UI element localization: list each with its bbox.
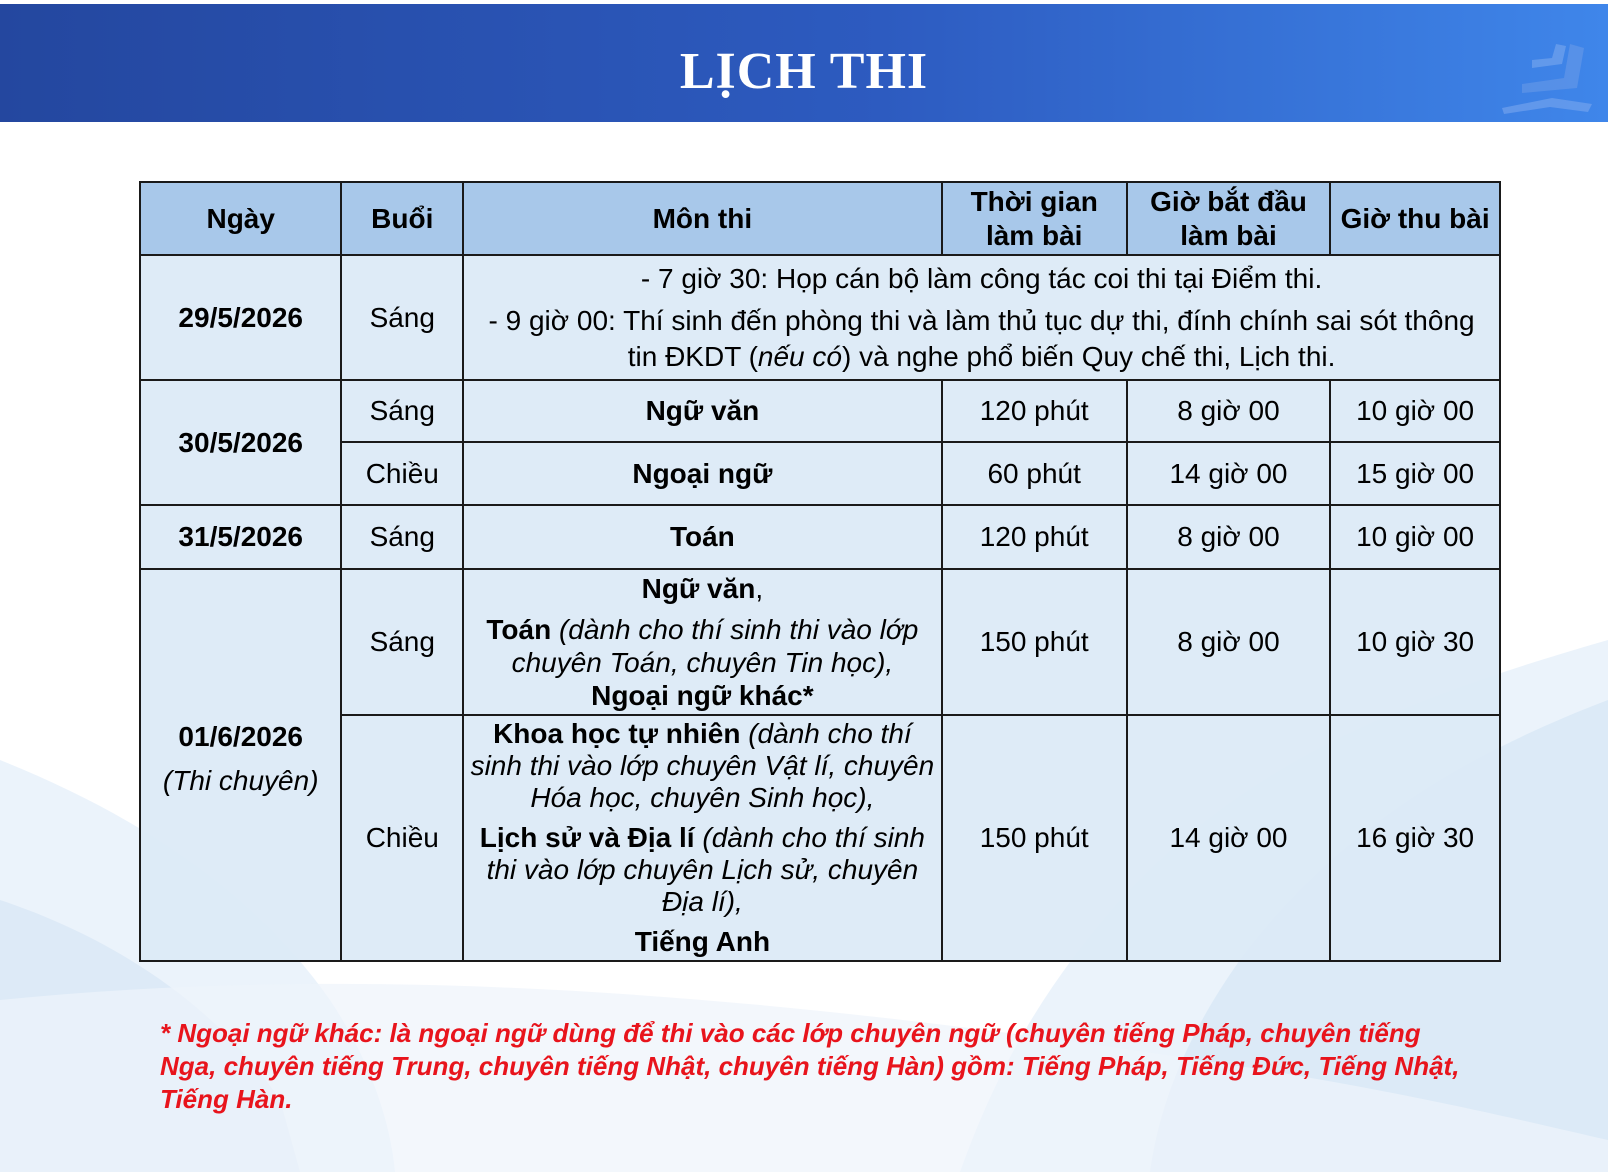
date-cell: 30/5/2026 bbox=[140, 380, 341, 505]
preparation-note-2-text: - 9 giờ 00: Thí sinh đến phòng thi và làm thủ tục dự thi, đính chính sai sót thông tin ĐKDT ( bbox=[488, 304, 1475, 372]
table-header-row bbox=[140, 182, 1500, 255]
date-note: (Thi chuyên) bbox=[162, 765, 319, 796]
column-header-session: Buổi bbox=[341, 182, 463, 255]
table-row bbox=[140, 442, 1500, 505]
session-cell: Sáng bbox=[341, 380, 463, 442]
subject-math: Toán bbox=[486, 614, 552, 645]
end-time-cell: 10 giờ 30 bbox=[1330, 569, 1500, 715]
date-cell: 29/5/2026 bbox=[140, 255, 341, 380]
start-time-cell: 14 giờ 00 bbox=[1127, 715, 1330, 961]
column-header-date: Ngày bbox=[140, 182, 341, 255]
subject-cell bbox=[463, 569, 942, 715]
end-time-cell: 15 giờ 00 bbox=[1330, 442, 1500, 505]
subject-natural-science-note-line1: (dành cho thí bbox=[740, 718, 912, 749]
subject-history-geography-note-line1: (dành cho thí sinh bbox=[694, 822, 925, 853]
session-cell: Sáng bbox=[341, 255, 463, 380]
table-row bbox=[140, 569, 1500, 715]
start-time-cell: 8 giờ 00 bbox=[1127, 569, 1330, 715]
subject-natural-science-note-line3: Hóa học, chuyên Sinh học), bbox=[530, 782, 875, 813]
subject-separator: , bbox=[755, 573, 764, 604]
subject-other-language: Ngoại ngữ khác* bbox=[591, 680, 814, 711]
end-time-cell: 10 giờ 00 bbox=[1330, 505, 1500, 569]
preparation-notes-cell bbox=[463, 255, 1500, 380]
session-cell: Chiều bbox=[341, 442, 463, 505]
page-title: LỊCH THI bbox=[679, 43, 929, 100]
end-time-cell: 10 giờ 00 bbox=[1330, 380, 1500, 442]
duration-cell: 120 phút bbox=[942, 505, 1127, 569]
title-banner bbox=[0, 4, 1608, 122]
subject-literature: Ngữ văn bbox=[641, 573, 756, 604]
subject-cell bbox=[463, 715, 942, 961]
table-row bbox=[140, 505, 1500, 569]
subject-cell: Ngữ văn bbox=[463, 380, 942, 442]
table-row bbox=[140, 380, 1500, 442]
subject-math-note: (dành cho thí sinh thi vào lớp chuyên Toán, chuyên Tin học), bbox=[511, 614, 919, 678]
date-cell: 31/5/2026 bbox=[140, 505, 341, 569]
footnote: * Ngoại ngữ khác: là ngoại ngữ dùng để thi vào các lớp chuyên ngữ (chuyên tiếng Pháp, chuyên tiếng Nga, chuyên tiếng Trung, chuyên tiếng Nhật, chuyên tiếng Hàn) gồm: Tiếng Pháp, Tiếng Đức, Tiếng Nhật, Tiếng Hàn. bbox=[160, 1018, 1460, 1114]
start-time-cell: 8 giờ 00 bbox=[1127, 380, 1330, 442]
duration-cell: 150 phút bbox=[942, 715, 1127, 961]
date-value: 01/6/2026 bbox=[178, 721, 303, 752]
duration-cell: 120 phút bbox=[942, 380, 1127, 442]
column-header-duration-line2: làm bài bbox=[985, 219, 1083, 251]
table-row bbox=[140, 715, 1500, 961]
session-cell: Sáng bbox=[341, 505, 463, 569]
subject-natural-science: Khoa học tự nhiên bbox=[493, 718, 741, 749]
column-header-duration-line1: Thời gian bbox=[970, 185, 1098, 217]
duration-cell: 150 phút bbox=[942, 569, 1127, 715]
subject-natural-science-note-line2: sinh thi vào lớp chuyên Vật lí, chuyên bbox=[470, 750, 935, 781]
preparation-note-2-tail: ) và nghe phổ biến Quy chế thi, Lịch thi. bbox=[841, 340, 1336, 372]
preparation-note-2 bbox=[470, 303, 1493, 375]
end-time-cell: 16 giờ 30 bbox=[1330, 715, 1500, 961]
subject-history-geography: Lịch sử và Địa lí bbox=[479, 822, 695, 853]
session-cell: Sáng bbox=[341, 569, 463, 715]
column-header-start-line2: làm bài bbox=[1180, 219, 1277, 251]
column-header-end-time: Giờ thu bài bbox=[1330, 182, 1500, 255]
column-header-start-time bbox=[1127, 182, 1330, 255]
subject-english: Tiếng Anh bbox=[634, 926, 771, 957]
column-header-subject: Môn thi bbox=[463, 182, 942, 255]
session-cell: Chiều bbox=[341, 715, 463, 961]
column-header-start-line1: Giờ bắt đầu bbox=[1150, 185, 1307, 217]
date-cell bbox=[140, 569, 341, 961]
column-header-duration bbox=[942, 182, 1127, 255]
table-row bbox=[140, 255, 1500, 380]
exam-schedule-table bbox=[139, 181, 1501, 962]
preparation-note-2-italic: nếu có bbox=[757, 340, 842, 372]
subject-cell: Ngoại ngữ bbox=[463, 442, 942, 505]
duration-cell: 60 phút bbox=[942, 442, 1127, 505]
start-time-cell: 8 giờ 00 bbox=[1127, 505, 1330, 569]
subject-cell: Toán bbox=[463, 505, 942, 569]
start-time-cell: 14 giờ 00 bbox=[1127, 442, 1330, 505]
subject-history-geography-note-line2: thi vào lớp chuyên Lịch sử, chuyên bbox=[486, 854, 919, 885]
subject-history-geography-note-line3: Địa lí), bbox=[661, 886, 743, 917]
preparation-note-1: - 7 giờ 30: Họp cán bộ làm công tác coi thi tại Điểm thi. bbox=[640, 262, 1323, 294]
